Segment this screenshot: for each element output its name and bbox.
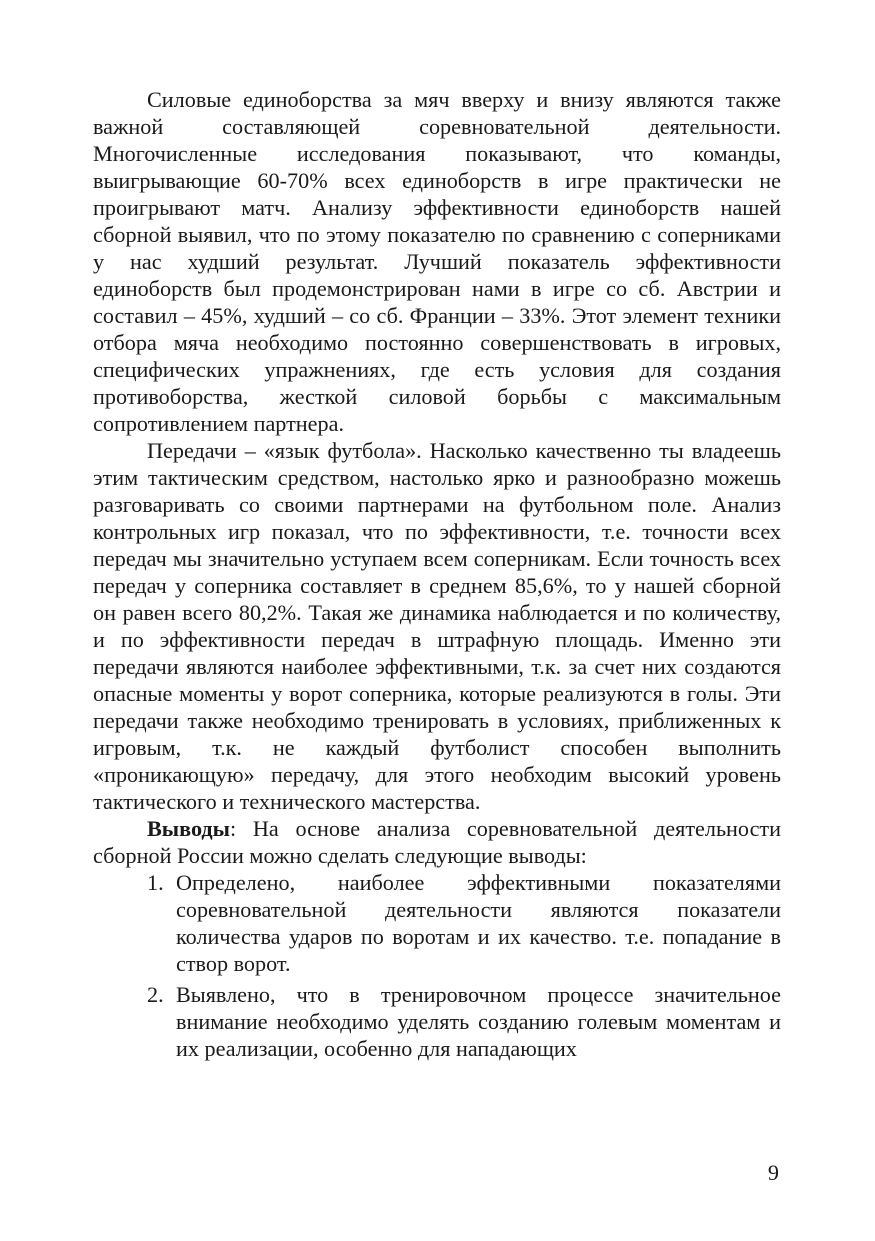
conclusions-intro-text: : На основе анализа соревновательной деятельности сборной России можно сделать следующие выводы: bbox=[93, 816, 781, 868]
conclusions-list bbox=[93, 869, 781, 1062]
conclusions-intro bbox=[93, 815, 781, 869]
paragraph-duels: Силовые единоборства за мяч вверху и внизу являются также важной составляющей соревновательной деятельности. Многочисленные исследования показывают, что команды, выигрывающие 60-70% всех единоборств в игре практически не проигрывают матч. Анализу эффективности единоборств нашей сборной выявил, что по этому показателю по сравнению с соперниками у нас худший результат. Лучший показатель эффективности единоборств был продемонстрирован нами в игре со сб. Австрии и составил – 45%, худший – со сб. Франции – 33%. Этот элемент техники отбора мяча необходимо постоянно совершенствовать в игровых, специфических упражнениях, где есть условия для создания противоборства, жесткой силовой борьбы с максимальным сопротивлением партнера. bbox=[93, 87, 781, 436]
list-item-text: Выявлено, что в тренировочном процессе значительное внимание необходимо уделять созданию голевым моментам и их реализации, особенно для нападающих bbox=[176, 982, 781, 1061]
list-item-text: Определено, наиболее эффективными показателями соревновательной деятельности являются показатели количества ударов по воротам и их качество. т.е. попадание в створ ворот. bbox=[176, 870, 781, 976]
list-item-number: 1. bbox=[147, 870, 164, 895]
page-number: 9 bbox=[767, 1160, 779, 1185]
list-item-number: 2. bbox=[147, 982, 164, 1007]
list-item bbox=[93, 869, 781, 977]
conclusions-heading: Выводы bbox=[147, 816, 230, 841]
list-item bbox=[93, 981, 781, 1062]
paragraph-passes: Передачи – «язык футбола». Насколько качественно ты владеешь этим тактическим средством, настолько ярко и разнообразно можешь разговаривать со своими партнерами на футбольном поле. Анализ контрольных игр показал, что по эффективности, т.е. точности всех передач мы значительно уступаем всем соперникам. Если точность всех передач у соперника составляет в среднем 85,6%, то у нашей сборной он равен всего 80,2%. Такая же динамика наблюдается и по количеству, и по эффективности передач в штрафную площадь. Именно эти передачи являются наиболее эффективными, т.к. за счет них создаются опасные моменты у ворот соперника, которые реализуются в голы. Эти передачи также необходимо тренировать в условиях, приближенных к игровым, т.к. не каждый футболист способен выполнить «проникающую» передачу, для этого необходим высокий уровень тактического и технического мастерства. bbox=[93, 438, 781, 814]
page-body bbox=[93, 86, 781, 1062]
